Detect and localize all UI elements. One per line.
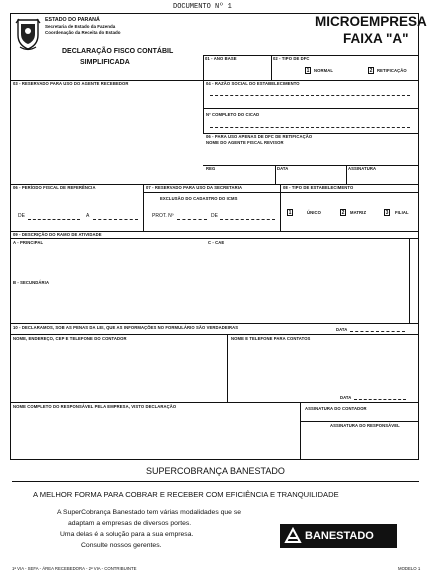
ad-body-line3: Uma delas é a solução para a sua empresa. <box>60 531 194 538</box>
prot-de-label: DE <box>211 213 218 219</box>
field-principal-label: A - PRINCIPAL <box>13 240 44 245</box>
field-ramo-atividade-label: 09 - DESCRIÇÃO DO RAMO DE ATIVIDADE <box>13 232 102 237</box>
form-title-line2: SIMPLIFICADA <box>80 59 130 66</box>
field-retificacao-label: 06 - PARA USO APENAS DE DFC DE RETIFICAÇÃO <box>206 134 313 139</box>
tipo-dfc-normal-box[interactable]: 1 <box>306 68 310 74</box>
ad-body-line4: Consulte nossos gerentes. <box>81 542 162 549</box>
field-declaracao-label: 10 - DECLARAMOS, SOB AS PENAS DA LEI, QUE AS INFORMAÇÕES NO FORMULÁRIO SÃO VERDADEIRAS <box>13 325 239 330</box>
tipo-dfc-normal-label: NORMAL <box>314 68 333 73</box>
tipo-dfc-retificacao-box[interactable]: 2 <box>369 68 373 74</box>
ad-body-line1: A SuperCobrança Banestado tem várias modalidades que se <box>57 509 242 516</box>
field-razao-social-label: 04 - RAZÃO SOCIAL DO ESTABELECIMENTO <box>206 81 300 86</box>
banestado-logo-text: BANESTADO <box>305 530 374 542</box>
estabelecimento-filial-box[interactable]: 3 <box>385 210 389 216</box>
estabelecimento-matriz-box[interactable]: 2 <box>341 210 345 216</box>
secretariat-name: Secretaria de Estado da Fazenda <box>45 24 116 29</box>
banestado-mark-icon <box>284 527 302 545</box>
field-cae-label: C - CAE <box>208 240 225 245</box>
estabelecimento-filial-label: FILIAL <box>395 210 409 215</box>
ad-headline: A MELHOR FORMA PARA COBRAR E RECEBER COM EFICIÊNCIA E TRANQUILIDADE <box>33 490 339 499</box>
footer-vias: 1ª VIA - SEFA - ÁREA RECEBEDORA - 2ª VIA - CONTRIBUINTE <box>12 566 137 571</box>
field-ano-base-label: 01 - ANO BASE <box>205 56 237 61</box>
form-title-line1: DECLARAÇÃO FISCO CONTÁBIL <box>62 48 174 55</box>
estabelecimento-matriz-label: MATRIZ <box>350 210 367 215</box>
assinatura-contador-label: ASSINATURA DO CONTADOR <box>305 406 367 411</box>
estabelecimento-unico-box[interactable]: 1 <box>288 210 292 216</box>
assinatura-responsavel-label: ASSINATURA DO RESPONSÁVEL <box>330 423 400 428</box>
document-number: DOCUMENTO Nº 1 <box>173 3 232 11</box>
field-agente-revisor-label: NOME DO AGENTE FISCAL REVISOR <box>206 140 284 145</box>
field-agente-recebedor-label: 03 - RESERVADO PARA USO DO AGENTE RECEBEDOR <box>13 81 129 86</box>
field-data-label: DATA <box>277 166 289 171</box>
period-a-label: A <box>86 213 90 219</box>
prot-number-label: PROT. Nº <box>152 213 174 219</box>
tipo-dfc-retificacao-label: RETIFICAÇÃO <box>377 68 407 73</box>
field-contatos-label: NOME E TELEFONE PARA CONTATOS <box>231 336 311 341</box>
footer-modelo: MODELO 1 <box>398 566 421 571</box>
banestado-logo <box>280 524 397 548</box>
field-responsavel-label: NOME COMPLETO DO RESPONSÁVEL PELA EMPRESA, VISTO DECLARAÇÃO <box>13 404 177 409</box>
ad-body-line2: adaptam a empresas de diversos portes. <box>68 520 192 527</box>
declaracao-data-label: DATA <box>336 327 348 332</box>
field-tipo-dfc-label: 02 - TIPO DE DFC <box>273 56 310 61</box>
contador-data-label: DATA <box>340 395 352 400</box>
field-tipo-estabelecimento-label: 08 - TIPO DE ESTABELECIMENTO <box>283 185 354 190</box>
estabelecimento-unico-label: ÚNICO <box>307 210 321 215</box>
field-secundaria-label: B - SECUNDÁRIA <box>13 280 50 285</box>
ad-title: SUPERCOBRANÇA BANESTADO <box>146 466 285 476</box>
main-title-line1: MICROEMPRESA <box>315 14 427 29</box>
field-reservado-secretaria-label: 07 - RESERVADO PARA USO DA SECRETARIA <box>146 185 243 190</box>
coat-of-arms-icon <box>15 17 41 51</box>
field-cicad-label: Nº COMPLETO DO CICAD <box>206 112 260 117</box>
field-assinatura-label: ASSINATURA <box>348 166 377 171</box>
period-de-label: DE <box>18 213 25 219</box>
state-name: ESTADO DO PARANÁ <box>45 17 100 23</box>
field-reg-label: REG <box>206 166 216 171</box>
field-periodo-fiscal-label: 06 - PERÍODO FISCAL DE REFERÊNCIA <box>13 185 96 190</box>
main-title-line2: FAIXA "A" <box>343 31 409 46</box>
field-contador-label: NOME, ENDEREÇO, CEP E TELEFONE DO CONTADOR <box>13 336 127 341</box>
coordination-name: Coordenação da Receita do Estado <box>45 30 121 35</box>
field-exclusao-cadastro-label: EXCLUSÃO DO CADASTRO DO ICMS <box>160 196 238 201</box>
